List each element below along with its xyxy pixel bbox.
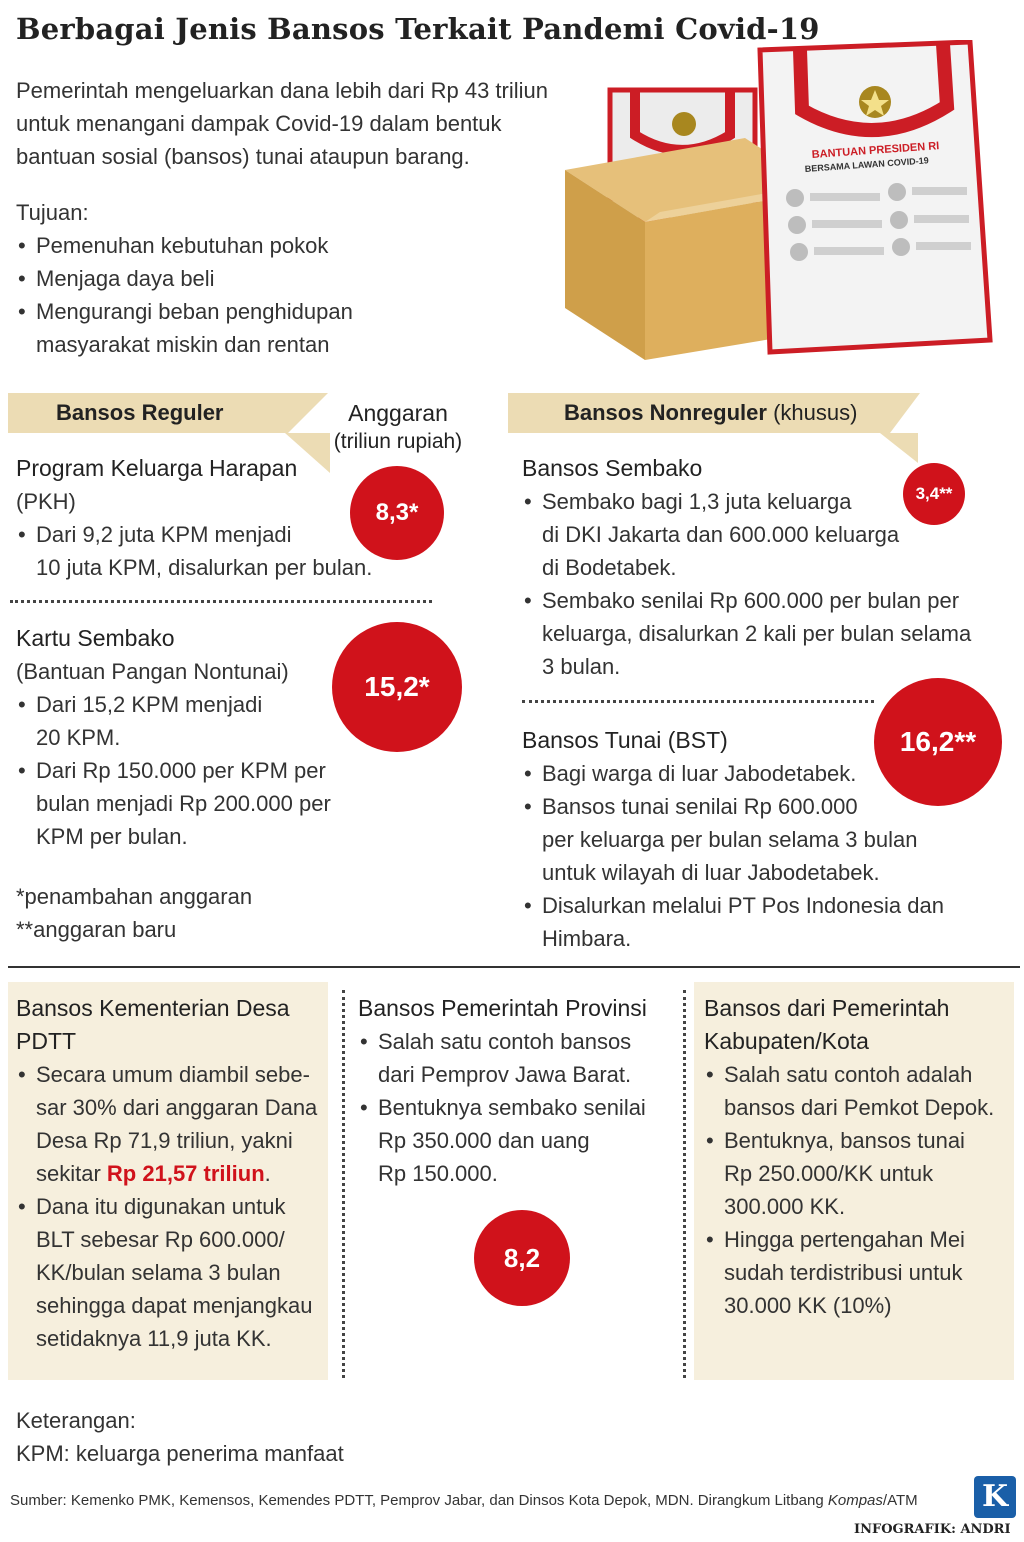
tujuan-heading: Tujuan: xyxy=(16,200,89,225)
list-item: • Dari 9,2 juta KPM menjadi 10 juta KPM, disalurkan per bulan. xyxy=(16,518,436,584)
kartu-subtitle: (Bantuan Pangan Nontunai) xyxy=(16,659,289,684)
intro-paragraph: Pemerintah mengeluarkan dana lebih dari Rp 43 triliun untuk menangani dampak Covid-19 dalam bentuk bantuan sosial (bansos) tunai ataupun barang. xyxy=(16,78,548,169)
provinsi-content xyxy=(358,992,678,1190)
provinsi-title: Bansos Pemerintah Provinsi xyxy=(358,995,647,1021)
kartu-amount-badge: 15,2* xyxy=(332,622,462,752)
pkh-title: Program Keluarga Harapan xyxy=(16,455,298,481)
pkh-amount-badge: 8,3* xyxy=(350,466,444,560)
sembako-title: Bansos Sembako xyxy=(522,455,703,481)
desa-content xyxy=(16,992,326,1355)
list-item: • Dari 15,2 KPM menjadi 20 KPM. xyxy=(16,688,436,754)
desa-title: Bansos Kementerian Desa PDTT xyxy=(16,995,290,1054)
list-item: • Sembako senilai Rp 600.000 per bulan per keluarga, disalurkan 2 kali per bulan selama 3 bulan. xyxy=(522,584,992,683)
large-bag-illustration xyxy=(760,42,990,352)
list-item: • Bentuknya sembako senilai Rp 350.000 dan uang Rp 150.000. xyxy=(358,1091,678,1190)
tujuan-section xyxy=(16,196,576,361)
list-item: • Salah satu contoh bansos dari Pemprov Jawa Barat. xyxy=(358,1025,678,1091)
nonreguler-header: Bansos Nonreguler (khusus) xyxy=(508,393,890,433)
column-divider xyxy=(683,990,686,1378)
list-item: • Bansos tunai senilai Rp 600.000 per keluarga per bulan selama 3 bulan untuk wilayah di luar Jabodetabek. xyxy=(522,790,992,889)
tunai-amount-badge: 16,2** xyxy=(874,678,1002,806)
kabupaten-content xyxy=(704,992,1014,1322)
list-item: • Disalurkan melalui PT Pos Indonesia dan Himbara. xyxy=(522,889,992,955)
section-divider xyxy=(8,966,1020,968)
divider xyxy=(522,700,874,703)
reguler-header: Bansos Reguler xyxy=(8,393,288,433)
page-title: Berbagai Jenis Bansos Terkait Pandemi Covid-19 xyxy=(16,12,820,46)
list-item: • Dana itu digunakan untuk BLT sebesar Rp 600.000/ KK/bulan selama 3 bulan sehingga dapat menjangkau setidaknya 11,9 juta KK. xyxy=(16,1190,326,1355)
list-item: • Hingga pertengahan Mei sudah terdistribusi untuk 30.000 KK (10%) xyxy=(704,1223,1014,1322)
nonreguler-header-arrow xyxy=(890,393,920,433)
footnotes: *penambahan anggaran **anggaran baru xyxy=(16,884,253,942)
sembako-amount-badge: 3,4** xyxy=(903,463,965,525)
list-item: • Bagi warga di luar Jabodetabek. xyxy=(522,757,992,790)
list-item: • Salah satu contoh adalah bansos dari Pemkot Depok. xyxy=(704,1058,1014,1124)
source-line: Sumber: Kemenko PMK, Kemensos, Kemendes PDTT, Pemprov Jabar, dan Dinsos Kota Depok, MDN. Dirangkum Litbang Kompas/ATM xyxy=(10,1492,918,1509)
list-item: • Sembako bagi 1,3 juta keluarga di DKI Jakarta dan 600.000 keluarga di Bodetabek. xyxy=(522,485,992,584)
list-item: • Bentuknya, bansos tunai Rp 250.000/KK untuk 300.000 KK. xyxy=(704,1124,1014,1223)
list-item: • Secara umum diambil sebe- sar 30% dari anggaran Dana Desa Rp 71,9 triliun, yakni sekitar Rp 21,57 triliun. xyxy=(16,1058,326,1190)
pkh-subtitle: (PKH) xyxy=(16,489,76,514)
infografik-credit: INFOGRAFIK: ANDRI xyxy=(854,1522,1011,1537)
tunai-title: Bansos Tunai (BST) xyxy=(522,727,728,753)
anggaran-label: Anggaran (triliun rupiah) xyxy=(333,400,463,453)
provinsi-amount-badge: 8,2 xyxy=(474,1210,570,1306)
list-item: • Dari Rp 150.000 per KPM per bulan menjadi Rp 200.000 per KPM per bulan. xyxy=(16,754,436,853)
kabupaten-title: Bansos dari Pemerintah Kabupaten/Kota xyxy=(704,995,950,1054)
divider xyxy=(10,600,432,603)
tujuan-item: • Pemenuhan kebutuhan pokok xyxy=(16,229,576,262)
keterangan: Keterangan: KPM: keluarga penerima manfaat xyxy=(16,1408,344,1466)
bansos-package-illustration xyxy=(545,40,1005,370)
tujuan-item: • Menjaga daya beli xyxy=(16,262,576,295)
svg-text:BERSAMA LAWAN COVID-19: BERSAMA LAWAN COVID-19 xyxy=(804,155,930,174)
svg-text:BANTUAN PRESIDEN RI: BANTUAN PRESIDEN RI xyxy=(811,140,940,161)
kartu-title: Kartu Sembako xyxy=(16,625,175,651)
column-divider xyxy=(342,990,345,1378)
tujuan-item: • Mengurangi beban penghidupan masyarakat miskin dan rentan xyxy=(16,295,576,361)
kompas-logo: K xyxy=(974,1476,1016,1518)
desa-highlight-amount: Rp 21,57 triliun xyxy=(106,1161,265,1186)
